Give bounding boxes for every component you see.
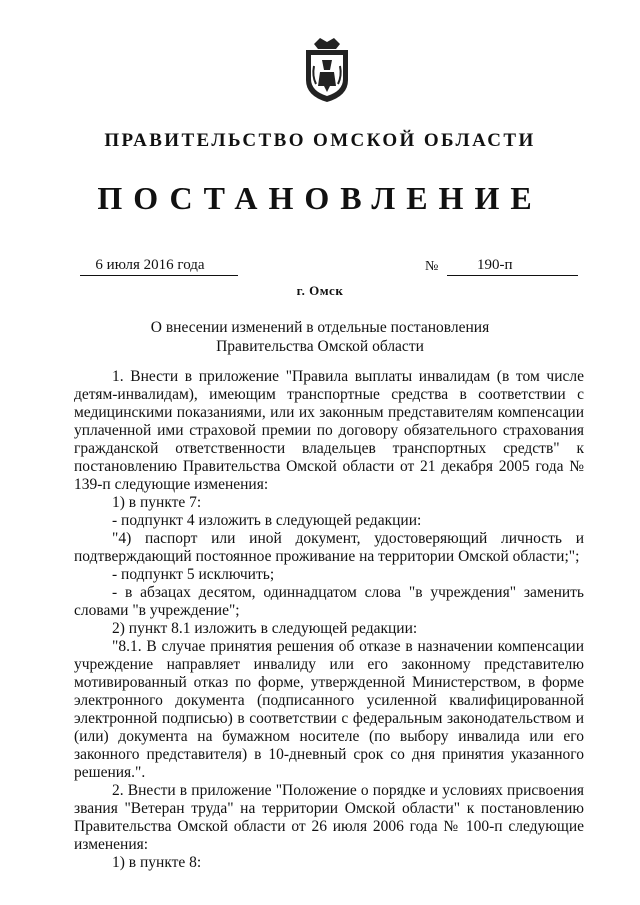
- decree-date-field: [80, 257, 238, 276]
- document-type-title: ПОСТАНОВЛЕНИЕ: [97, 180, 543, 216]
- government-title: ПРАВИТЕЛЬСТВО ОМСКОЙ ОБЛАСТИ: [104, 130, 536, 151]
- paragraph: 1) в пункте 7:: [112, 494, 202, 511]
- paragraph: - подпункт 5 исключить;: [112, 566, 275, 583]
- paragraph: "8.1. В случае принятия решения об отказе в назначении компенсации учреждение направляет инвалиду или его законному представителю мотивированный отказ по форме, утвержденной Министерством, в форме электронного документа (подписанного усиленной квалифицированной электронной подписью) в соответствии с федеральным законодательством и (или) документа на бумажном носителе (по выбору инвалида или его законного представителя) в 10-дневный срок со дня принятия указанного решения.".: [74, 638, 584, 781]
- paragraph: 1) в пункте 8:: [112, 854, 202, 871]
- decree-date: 6 июля 2016 года: [95, 257, 205, 273]
- decree-number-field: [447, 257, 578, 276]
- paragraph: 2) пункт 8.1 изложить в следующей редакции:: [112, 620, 418, 637]
- subject-line-2: Правительства Омской области: [216, 338, 424, 355]
- paragraph: "4) паспорт или иной документ, удостоверяющий личность и подтверждающий постоянное проживание на территории Омской области;";: [74, 530, 584, 565]
- decree-subject: [0, 318, 640, 356]
- decree-number: 190-п: [477, 257, 513, 273]
- paragraph: - в абзацах десятом, одиннадцатом слова "в учреждения" заменить словами "в учреждение";: [74, 584, 584, 619]
- city-label: г. Омск: [296, 283, 344, 298]
- subject-line-1: О внесении изменений в отдельные постановления: [150, 319, 490, 336]
- paragraph: - подпункт 4 изложить в следующей редакции:: [112, 512, 422, 529]
- paragraph: 2. Внести в приложение "Положение о порядке и условиях присвоения звания "Ветеран труда" на территории Омской области" к постановлению Правительства Омской области от 26 июля 2006 года № 100-п следующие изменения:: [74, 782, 584, 853]
- decree-body: [74, 368, 584, 872]
- omsk-coat-of-arms-icon: [300, 36, 354, 104]
- number-sign: №: [425, 259, 439, 274]
- paragraph: 1. Внести в приложение "Правила выплаты инвалидам (в том числе детям-инвалидам), имеющим транспортные средства в соответствии с медицинскими показаниями, или их законным представителям компенсации уплаченной ими страховой премии по договору обязательного страхования гражданской ответственности владельцев транспортных средств" к постановлению Правительства Омской области от 21 декабря 2005 года № 139-п следующие изменения:: [74, 368, 584, 493]
